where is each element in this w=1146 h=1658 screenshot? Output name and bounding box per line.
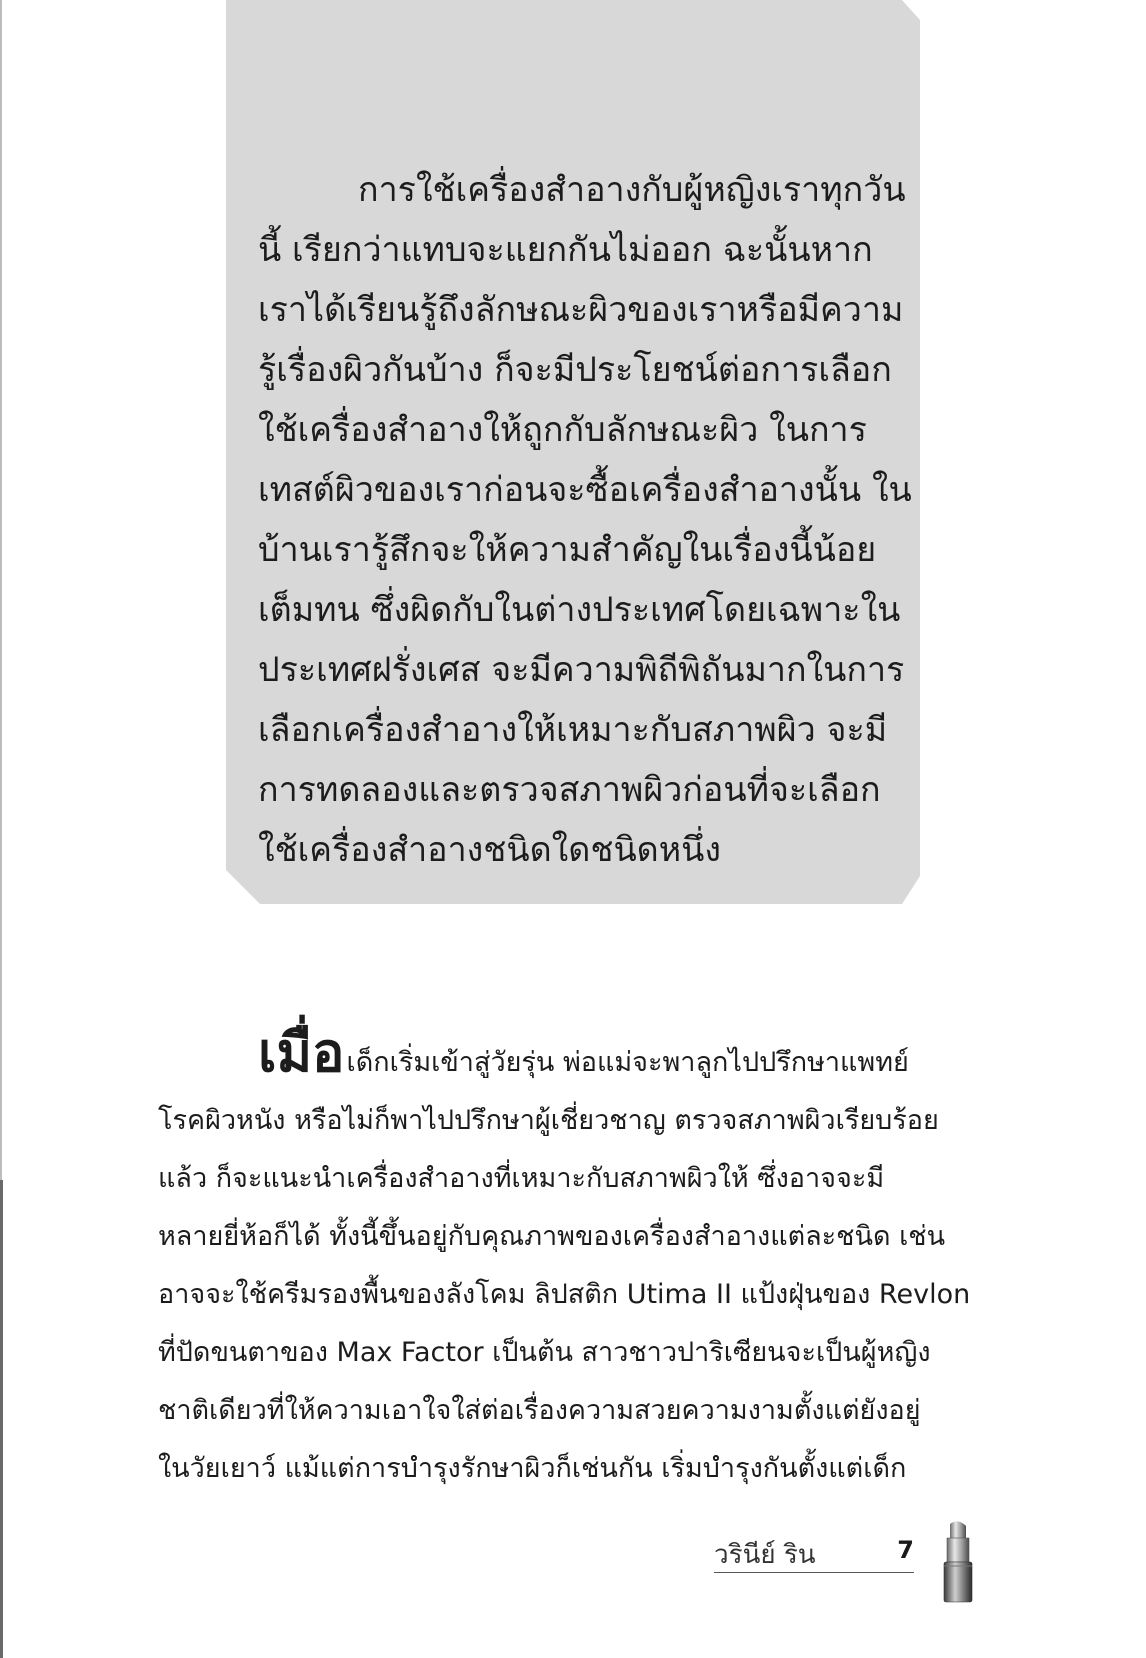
body-line: อาจจะใช้ครีมรองพื้นของลังโคม ลิปสติก Utima II แป้งฝุ่นของ Revlon [158,1279,971,1310]
body-first-line [158,1021,988,1092]
quote-line: เลือกเครื่องสำอางให้เหมาะกับสภาพผิว จะมี [258,710,888,750]
quote-line: ใช้เครื่องสำอางให้ถูกกับลักษณะผิว ในการ [258,410,867,450]
quote-line: เราได้เรียนรู้ถึงลักษณะผิวของเราหรือมีความ [258,290,904,330]
body-line: ที่ปัดขนตาของ Max Factor เป็นต้น สาวชาวปาริเซียนจะเป็นผู้หญิง [158,1337,931,1368]
quote-line: การทดลองและตรวจสภาพผิวก่อนที่จะเลือก [258,770,881,810]
body-line: ในวัยเยาว์ แม้แต่การบำรุงรักษาผิวก็เช่นกัน เริ่มบำรุงกันตั้งแต่เด็ก [158,1453,907,1484]
drop-cap: เมื่อ [258,1021,345,1084]
page-footer [714,1534,914,1573]
page-number: 7 [897,1536,914,1564]
quote-line: ประเทศฝรั่งเศส จะมีความพิถีพิถันมากในการ [258,650,905,690]
lipstick-icon [938,1520,978,1604]
quote-line: เต็มทน ซึ่งผิดกับในต่างประเทศโดยเฉพาะใน [258,590,901,630]
quote-line: เทสต์ผิวของเราก่อนจะซื้อเครื่องสำอางนั้น ใน [258,470,912,510]
quote-line: บ้านเรารู้สึกจะให้ความสำคัญในเรื่องนี้น้อย [258,530,877,570]
quote-line: การใช้เครื่องสำอางกับผู้หญิงเราทุกวัน [358,170,906,210]
quote-line: รู้เรื่องผิวกันบ้าง ก็จะมีประโยชน์ต่อการเลือก [258,350,892,390]
body-line: โรคผิวหนัง หรือไม่ก็พาไปปรึกษาผู้เชี่ยวชาญ ตรวจสภาพผิวเรียบร้อย [158,1105,939,1136]
quote-line: นี้ เรียกว่าแทบจะแยกกันไม่ออก ฉะนั้นหาก [258,230,873,270]
author-name: วรินีย์ ริน [714,1540,816,1570]
body-line: หลายยี่ห้อก็ได้ ทั้งนี้ขึ้นอยู่กับคุณภาพของเครื่องสำอางแต่ละชนิด เช่น [158,1221,946,1252]
body-line: แล้ว ก็จะแนะนำเครื่องสำอางที่เหมาะกับสภาพผิวให้ ซึ่งอาจจะมี [158,1163,885,1194]
quote-line: ใช้เครื่องสำอางชนิดใดชนิดหนึ่ง [258,830,722,870]
body-paragraph [158,1021,988,1498]
quote-paragraph [258,160,912,880]
body-first-line-text: เด็กเริ่มเข้าสู่วัยรุ่น พ่อแม่จะพาลูกไปปรึกษาแพทย์ [346,1047,909,1078]
page-edge-shadow [0,1180,3,1658]
body-line: ชาติเดียวที่ให้ความเอาใจใส่ต่อเรื่องความสวยความงามตั้งแต่ยังอยู่ [158,1395,921,1426]
